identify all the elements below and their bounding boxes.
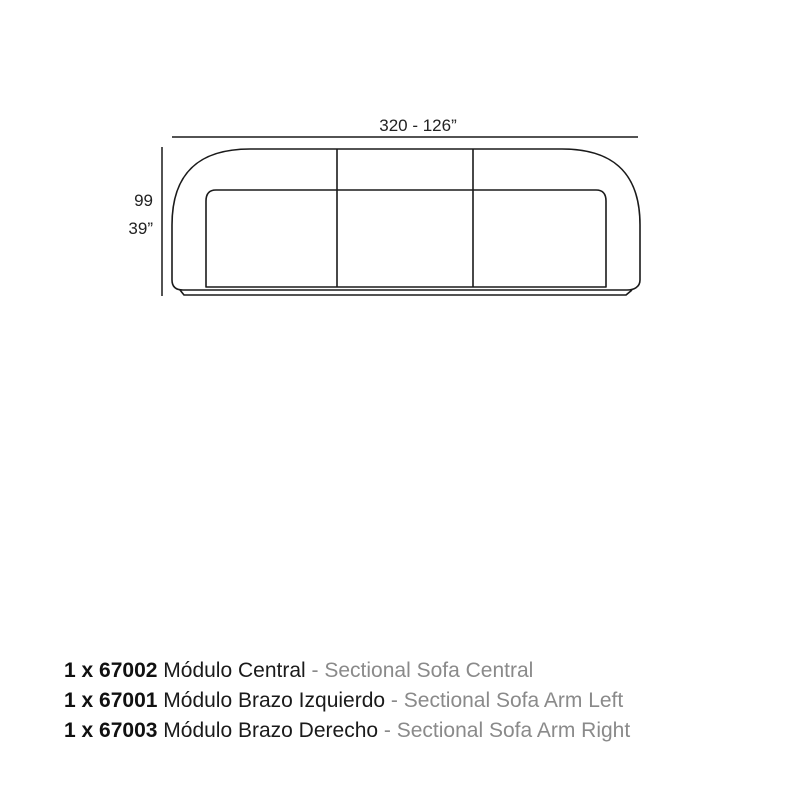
width-dimension-label: 320 - 126”	[379, 116, 457, 135]
part-code: 1 x 67002	[64, 659, 158, 682]
depth-dimension-cm-label: 99	[134, 191, 153, 210]
part-row-arm-right	[64, 716, 784, 746]
depth-dimension-in-label: 39”	[128, 219, 153, 238]
part-separator: -	[383, 719, 391, 742]
part-name-es: Módulo Central	[163, 659, 306, 682]
part-name-en: Sectional Sofa Arm Right	[396, 719, 631, 742]
part-name-en: Sectional Sofa Arm Left	[403, 689, 624, 712]
part-code: 1 x 67003	[64, 719, 158, 742]
sofa-outline	[172, 149, 640, 295]
sofa-outer-shape	[172, 149, 640, 290]
part-separator: -	[390, 689, 398, 712]
part-separator: -	[311, 659, 319, 682]
part-name-es: Módulo Brazo Derecho	[163, 719, 379, 742]
part-code: 1 x 67001	[64, 689, 158, 712]
seat-area	[206, 190, 606, 287]
parts-list	[64, 656, 784, 746]
part-name-en: Sectional Sofa Central	[324, 659, 534, 682]
part-name-es: Módulo Brazo Izquierdo	[163, 689, 386, 712]
part-row-central	[64, 656, 784, 686]
part-row-arm-left	[64, 686, 784, 716]
